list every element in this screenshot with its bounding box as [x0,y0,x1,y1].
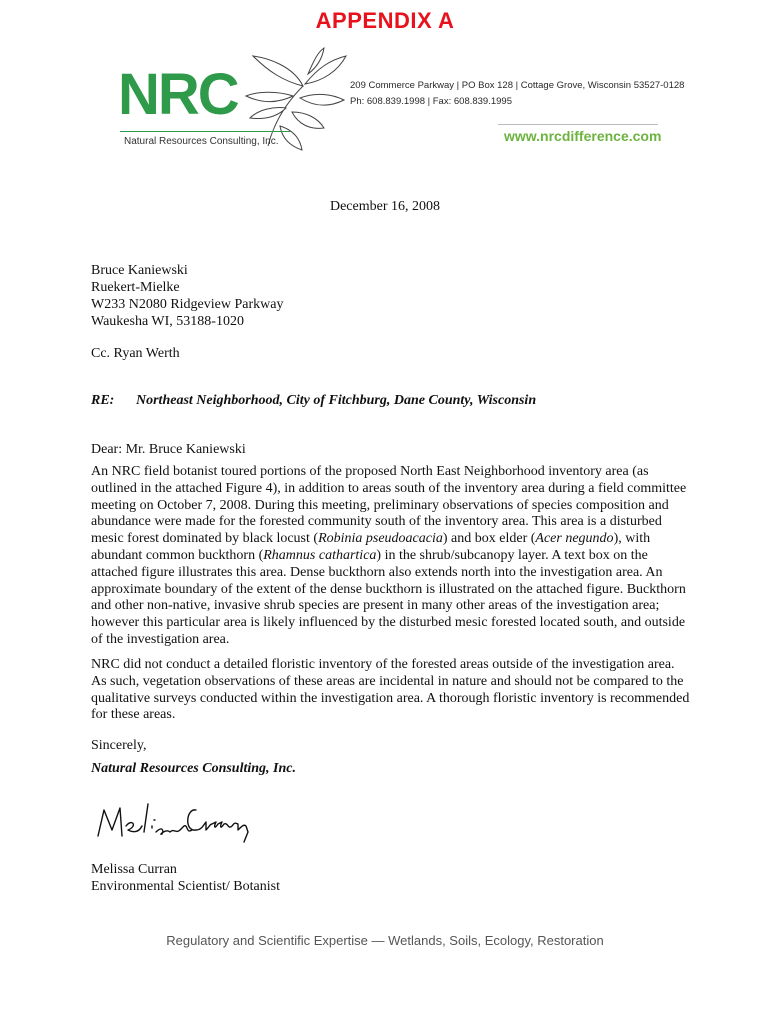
recipient-city: Waukesha WI, 53188-1020 [91,314,244,329]
letterhead-phone: Ph: 608.839.1998 | Fax: 608.839.1995 [350,96,512,107]
species-rhamnus: Rhamnus cathartica [263,547,377,563]
signer-title: Environmental Scientist/ Botanist [91,879,280,894]
logo-letters: NRC [118,62,238,127]
logo-divider [120,131,290,132]
para1-text-3: ), with abundant common buckthorn ( [91,531,651,563]
para1-text-1: An NRC field botanist toured portions of the proposed North East Neighborhood inventory area (as outlined in the attached Figure 4), in addition to areas south of the inventory area during a field committee meeting on October 7, 2008. During this meeting, preliminary observations of species composition and abundance were made for the forested community south of the inventory area. This area is a disturbed mesic forest dominated by black locust ( [91,464,687,547]
signature-image [92,796,252,848]
letterhead-address: 209 Commerce Parkway | PO Box 128 | Cottage Grove, Wisconsin 53527-0128 [350,80,685,91]
logo-tagline: Natural Resources Consulting, Inc. [124,136,279,147]
signoff-company: Natural Resources Consulting, Inc. [91,761,296,776]
letterhead-website: www.nrcdifference.com [504,128,662,144]
recipient-name: Bruce Kaniewski [91,263,188,278]
letter-date: December 16, 2008 [329,199,441,214]
website-divider [498,124,658,125]
re-label: RE: [91,393,115,408]
recipient-street: W233 N2080 Ridgeview Parkway [91,297,284,312]
cc-line: Cc. Ryan Werth [91,346,180,361]
signer-name: Melissa Curran [91,862,177,877]
appendix-title: APPENDIX A [315,8,455,33]
species-acer: Acer negundo [535,531,614,547]
body-paragraph-2: NRC did not conduct a detailed floristic inventory of the forested areas outside of the investigation area. As such, vegetation observations of these areas are incidental in nature and should not be compared to the qualitative surveys conducted within the investigation area. A thorough floristic inventory is recommended for these areas. [91,657,690,723]
species-robinia: Robinia pseudoacacia [318,531,443,547]
para1-text-2: ) and box elder ( [442,531,536,547]
re-subject: Northeast Neighborhood, City of Fitchburg, Dane County, Wisconsin [136,393,537,408]
salutation: Dear: Mr. Bruce Kaniewski [91,442,246,457]
body-paragraph-1 [91,464,691,649]
para1-text-4: ) in the shrub/subcanopy layer. A text box on the attached figure illustrates this area. Dense buckthorn also extends north into the investigation area. An approximate boundary of the extent of the dense buckthorn is illustrated on the attached figure. Buckthorn and other non-native, invasive shrub species are present in many other areas of the investigation area; however this particular area is likely influenced by the disturbed mesic forested located south, and outside of the investigation area. [91,547,686,647]
closing: Sincerely, [91,738,147,753]
recipient-company: Ruekert-Mielke [91,280,180,295]
footer-tagline: Regulatory and Scientific Expertise — Wetlands, Soils, Ecology, Restoration [166,933,604,948]
